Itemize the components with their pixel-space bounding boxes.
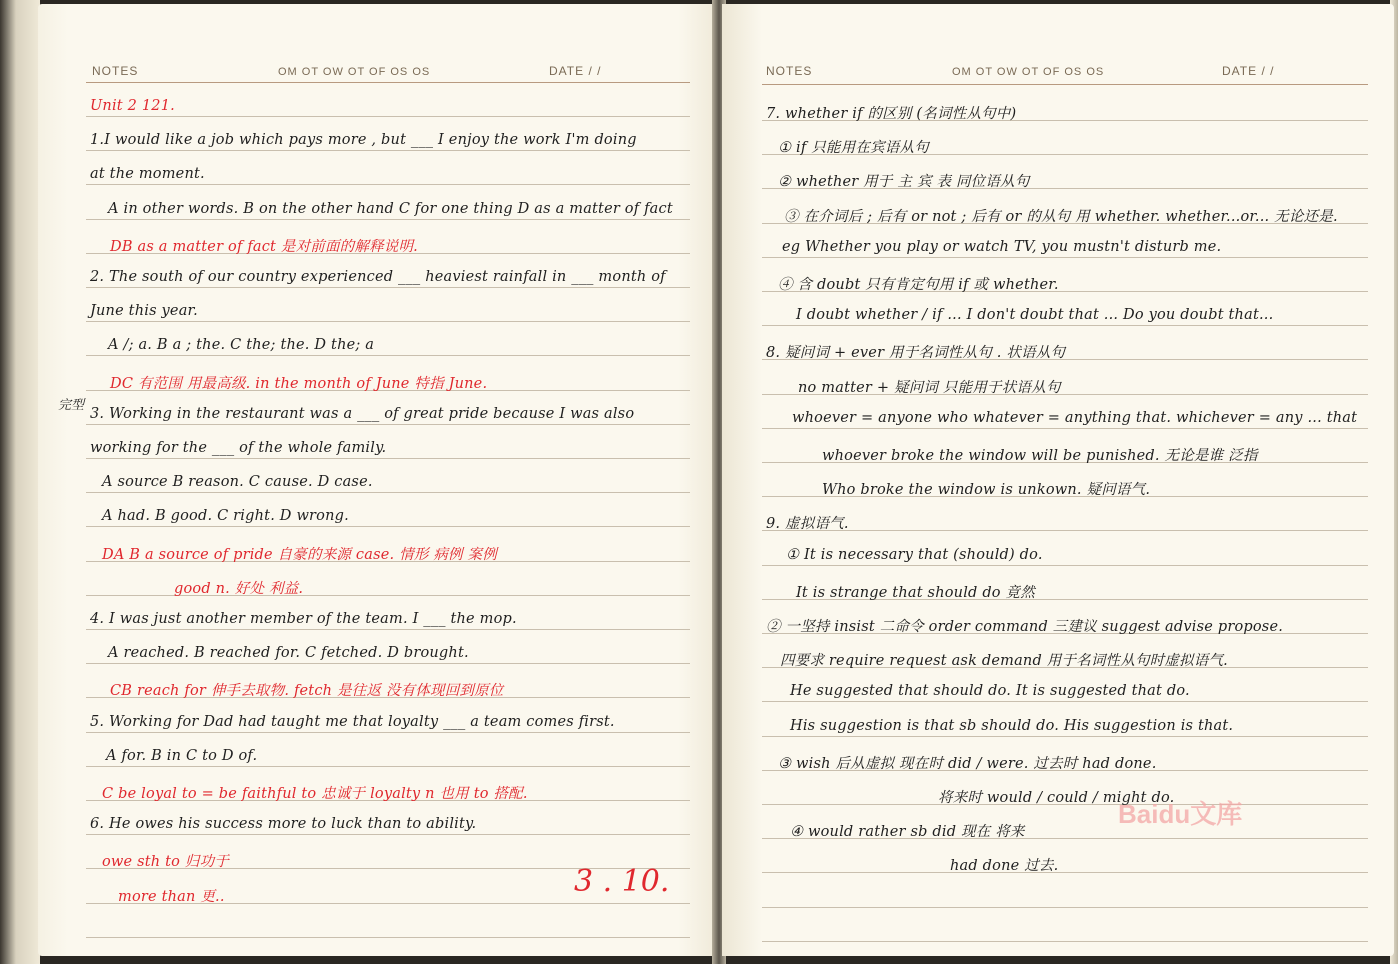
ruled-line xyxy=(86,219,690,220)
ruled-line xyxy=(86,937,690,938)
header-rule xyxy=(762,84,1368,85)
score-mark: 3 . 10. xyxy=(574,864,670,899)
note-line: 4. I was just another member of the team. I ___ the mop. xyxy=(90,611,517,627)
ruled-line xyxy=(762,325,1368,326)
note-line: no matter + 疑问词 只能用于状语从句 xyxy=(798,379,1061,396)
note-line: 3. Working in the restaurant was a ___ of great pride because I was also xyxy=(90,405,635,422)
note-line: I doubt whether / if ... I don't doubt that ... Do you doubt that... xyxy=(796,307,1274,324)
note-line: 8. 疑问词 + ever 用于名词性从句 . 状语从句 xyxy=(766,345,1066,362)
note-line: Who broke the window is unkown. 疑问语气. xyxy=(822,482,1151,499)
note-line: 5. Working for Dad had taught me that loyalty ___ a team comes first. xyxy=(90,713,615,730)
note-line: C be loyal to = be faithful to 忠诚于 loyalty n 也用 to 搭配. xyxy=(102,786,528,802)
note-line: working for the ___ of the whole family. xyxy=(90,440,387,456)
header-codes: OM OT OW OT OF OS OS xyxy=(278,66,431,78)
ruled-line xyxy=(86,424,690,425)
note-line: 1.I would like a job which pays more , but ___ I enjoy the work I'm doing xyxy=(90,132,637,149)
note-line: ① It is necessary that (should) do. xyxy=(786,546,1043,563)
note-line: ① if 只能用在宾语从句 xyxy=(778,140,929,157)
note-line: His suggestion is that sb should do. His suggestion is that. xyxy=(790,717,1234,734)
ruled-line xyxy=(762,736,1368,737)
ruled-line xyxy=(86,492,690,493)
ruled-line xyxy=(762,907,1368,908)
note-line: had done 过去. xyxy=(950,858,1059,875)
note-line: A source B reason. C cause. D case. xyxy=(102,474,373,491)
note-line: good n. 好处 利益. xyxy=(174,580,304,597)
note-line: DA B a source of pride 自豪的来源 case. 情形 病例 案例 xyxy=(102,546,497,563)
ruled-line xyxy=(86,766,690,767)
note-line: 7. whether if 的区别 (名词性从句中) xyxy=(766,106,1017,122)
ruled-line xyxy=(86,321,690,322)
header-date: DATE / / xyxy=(549,64,602,78)
ruled-line xyxy=(762,530,1368,531)
note-line: owe sth to 归功于 xyxy=(102,854,230,871)
note-line: Unit 2 121. xyxy=(90,98,175,114)
note-line: at the moment. xyxy=(90,166,205,183)
ruled-line xyxy=(86,629,690,630)
ruled-line xyxy=(86,287,690,288)
ruled-line xyxy=(86,732,690,733)
margin-note: 完型 xyxy=(58,398,85,413)
ruled-line xyxy=(762,941,1368,942)
note-line: June this year. xyxy=(90,303,198,320)
note-line: ④ 含 doubt 只有肯定句用 if 或 whether. xyxy=(778,277,1059,293)
book-edge-left xyxy=(0,0,40,964)
note-line: 将来时 would / could / might do. xyxy=(938,790,1175,806)
note-line: more than 更.. xyxy=(118,888,225,905)
note-line: He suggested that should do. It is suggested that do. xyxy=(790,683,1190,700)
note-line: 9. 虚拟语气. xyxy=(766,516,849,533)
ruled-line xyxy=(86,834,690,835)
notebook-page-right xyxy=(722,4,1394,956)
note-line: CB reach for 伸手去取物. fetch 是往返 没有体现回到原位 xyxy=(110,683,504,700)
note-line: A /; a. B a ; the. C the; the. D the; a xyxy=(108,337,375,354)
note-line: A for. B in C to D of. xyxy=(106,747,258,764)
ruled-line xyxy=(86,526,690,527)
ruled-line xyxy=(86,184,690,185)
note-line: DB as a matter of fact 是对前面的解释说明. xyxy=(110,238,418,255)
note-line: ③ wish 后从虚拟 现在时 did / were. 过去时 had done. xyxy=(778,755,1157,772)
note-line: A reached. B reached for. C fetched. D brought. xyxy=(108,645,469,662)
baidu-watermark: Baidu文库 xyxy=(1118,799,1243,829)
note-line: 6. He owes his success more to luck than to ability. xyxy=(90,816,477,833)
header-rule xyxy=(86,82,690,83)
ruled-line xyxy=(86,116,690,117)
ruled-line xyxy=(762,872,1368,873)
note-line: It is strange that should do 竟然 xyxy=(796,584,1035,601)
note-line: eg Whether you play or watch TV, you mustn't disturb me. xyxy=(782,238,1222,255)
note-line: 2. The south of our country experienced ___ heaviest rainfall in ___ month of xyxy=(90,269,666,285)
note-line: whoever broke the window will be punished. 无论是谁 泛指 xyxy=(822,448,1258,464)
note-line: ④ would rather sb did 现在 将来 xyxy=(790,824,1025,841)
ruled-line xyxy=(86,663,690,664)
note-line: DC 有范围 用最高级. in the month of June 特指 June. xyxy=(110,375,488,392)
notebook-page-left xyxy=(38,4,718,956)
ruled-line xyxy=(86,355,690,356)
ruled-line xyxy=(762,565,1368,566)
ruled-line xyxy=(762,428,1368,429)
note-line: ② 一坚持 insist 二命令 order command 三建议 suggest advise propose. xyxy=(766,619,1284,635)
note-line: 四要求 require request ask demand 用于名词性从句时虚拟语气. xyxy=(780,653,1228,670)
note-line: A in other words. B on the other hand C for one thing D as a matter of fact xyxy=(108,200,673,217)
note-line: ③ 在介词后 ; 后有 or not ; 后有 or 的从句 用 whether. whether...or... 无论还是. xyxy=(784,208,1338,225)
ruled-line xyxy=(762,257,1368,258)
header-notes-label: NOTES xyxy=(92,64,139,78)
header-date: DATE / / xyxy=(1222,64,1275,78)
note-line: A had. B good. C right. D wrong. xyxy=(102,508,349,525)
ruled-line xyxy=(86,150,690,151)
ruled-line xyxy=(762,701,1368,702)
note-line: whoever = anyone who whatever = anything that. whichever = any ... that xyxy=(792,409,1358,426)
page-header xyxy=(92,64,692,84)
header-notes-label: NOTES xyxy=(766,64,813,78)
page-header xyxy=(766,64,1366,84)
note-line: ② whether 用于 主 宾 表 同位语从句 xyxy=(778,174,1030,191)
header-codes: OM OT OW OT OF OS OS xyxy=(952,66,1105,78)
ruled-line xyxy=(86,458,690,459)
